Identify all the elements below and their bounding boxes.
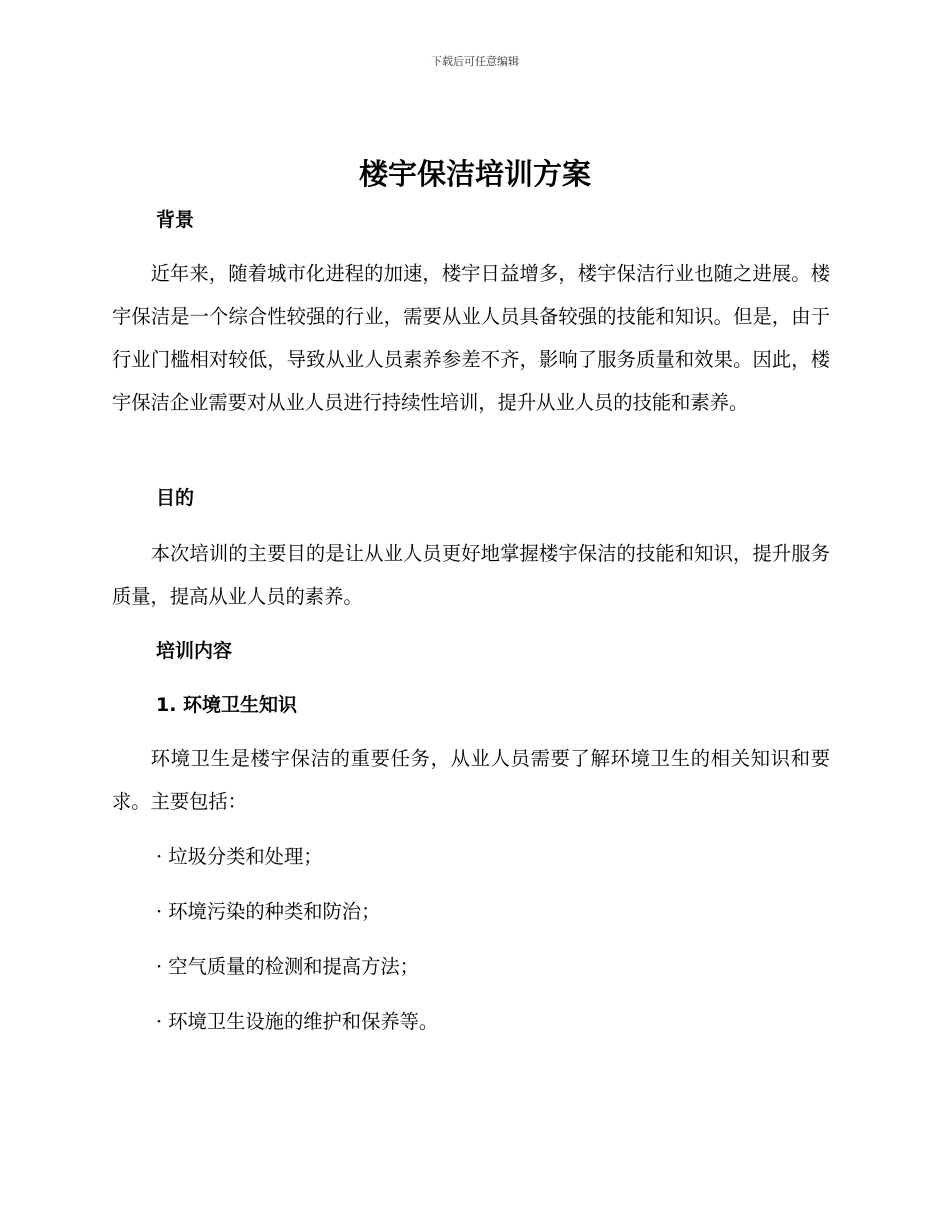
- document-title: 楼宇保洁培训方案: [358, 157, 591, 191]
- paragraph-background: 近年来，随着城市化进程的加速，楼宇日益增多，楼宇保洁行业也随之进展。楼宇保洁是一个综合性较强的行业，需要从业人员具备较强的技能和知识。但是，由于行业门槛相对较低，导致从业人员素养参差不齐，影响了服务质量和效果。因此，楼宇保洁企业需要对从业人员进行持续性培训，提升从业人员的技能和素养。: [112, 262, 830, 414]
- paragraph-purpose: 本次培训的主要目的是让从业人员更好地掌握楼宇保洁的技能和知识，提升服务质量，提高从业人员的素养。: [112, 542, 830, 608]
- section-heading-background: 背景: [156, 209, 195, 231]
- list-item: · 垃圾分类和处理；: [156, 845, 323, 868]
- section-heading-training-content: 培训内容: [156, 640, 233, 662]
- paragraph-environment-hygiene: 环境卫生是楼宇保洁的重要任务，从业人员需要了解环境卫生的相关知识和要求。主要包括：: [112, 747, 830, 813]
- page-header-note: 下载后可任意编辑: [431, 55, 519, 68]
- section-heading-purpose: 目的: [156, 487, 195, 509]
- list-item: · 环境卫生设施的维护和保养等。: [156, 1010, 439, 1033]
- list-item: · 空气质量的检测和提高方法；: [156, 955, 419, 978]
- list-item: · 环境污染的种类和防治；: [156, 900, 381, 923]
- subsection-heading-environment-hygiene: 1. 环境卫生知识: [156, 694, 298, 716]
